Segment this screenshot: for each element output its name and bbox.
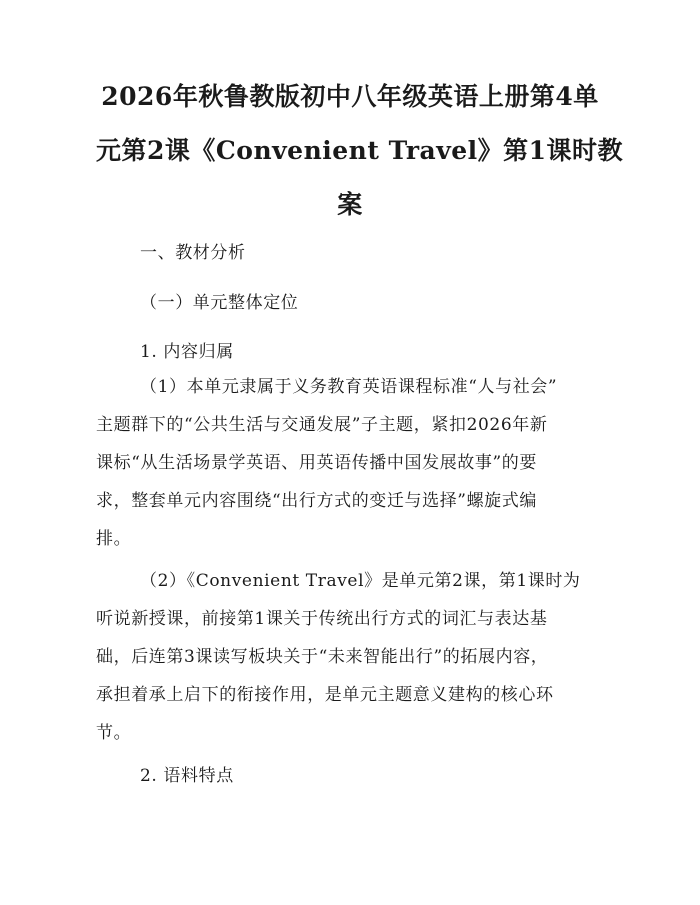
paragraph-line: 听说新授课，前接第1课关于传统出行方式的词汇与表达基 bbox=[96, 609, 548, 629]
title-line: 2026年秋鲁教版初中八年级英语上册第4单 bbox=[101, 82, 599, 111]
paragraph-line: 排。 bbox=[96, 529, 132, 549]
body-paragraph bbox=[96, 562, 604, 752]
title-line: 案 bbox=[337, 190, 363, 219]
paragraph-line: （1）本单元隶属于义务教育英语课程标准“人与社会” bbox=[140, 377, 558, 397]
title-line: 元第2课《Convenient Travel》第1课时教 bbox=[96, 136, 624, 165]
body-paragraph bbox=[96, 368, 604, 558]
paragraph-line: 承担着承上启下的衔接作用，是单元主题意义建构的核心环 bbox=[96, 685, 554, 705]
item-heading: 2. 语料特点 bbox=[140, 766, 234, 786]
section-heading: 一、教材分析 bbox=[140, 243, 246, 263]
paragraph-line: 求，整套单元内容围绕“出行方式的变迁与选择”螺旋式编 bbox=[96, 491, 537, 511]
item-heading: 1. 内容归属 bbox=[140, 342, 234, 362]
paragraph-line: （2）《Convenient Travel》是单元第2课，第1课时为 bbox=[140, 571, 581, 591]
document-title bbox=[96, 70, 624, 232]
paragraph-line: 础，后连第3课读写板块关于“未来智能出行”的拓展内容， bbox=[96, 647, 549, 667]
paragraph-line: 课标“从生活场景学英语、用英语传播中国发展故事”的要 bbox=[96, 453, 537, 473]
paragraph-line: 节。 bbox=[96, 723, 132, 743]
subsection-heading: （一）单元整体定位 bbox=[140, 293, 299, 313]
paragraph-line: 主题群下的“公共生活与交通发展”子主题，紧扣2026年新 bbox=[96, 415, 548, 435]
